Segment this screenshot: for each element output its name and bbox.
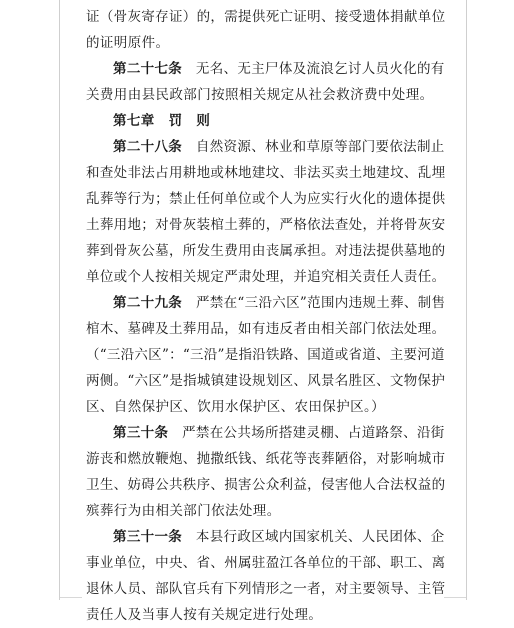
text-line (86, 186, 445, 212)
text-line (86, 134, 445, 160)
text-line (86, 420, 445, 446)
article-number: 第三十条 (113, 425, 169, 441)
footer-mark-right (444, 597, 466, 598)
line-text: 严禁在“三沿六区”范围内违规土葬、制售 (195, 295, 446, 311)
text-line (86, 82, 445, 108)
article-number: 第二十七条 (113, 61, 183, 77)
line-text: 殡葬行为由相关部门依法处理。 (86, 503, 281, 519)
text-line (86, 264, 445, 290)
text-line (86, 160, 445, 186)
text-line (86, 524, 445, 550)
text-line (86, 368, 445, 394)
line-text: 土葬用地；对骨灰装棺土葬的，严格依法查处，并将骨灰安 (86, 217, 446, 233)
article-spacer (182, 529, 196, 545)
line-text: 和查处非法占用耕地或林地建坟、非法买卖土地建坟、乱埋 (86, 165, 446, 181)
text-line (86, 446, 445, 472)
text-line (86, 472, 445, 498)
text-line (86, 30, 445, 56)
line-text: 卫生、妨碍公共秩序、损害公众利益，侵害他人合法权益的 (86, 477, 446, 493)
article-number: 第二十八条 (113, 139, 183, 155)
article-spacer (182, 139, 196, 155)
line-text: 的证明原件。 (86, 35, 170, 51)
line-text: 无名、无主尸体及流浪乞讨人员火化的有 (195, 61, 445, 77)
page-margin-line-left (59, 0, 60, 600)
line-text: 事业单位，中央、省、州属驻盈江各单位的干部、职工、离 (86, 555, 446, 571)
line-text: 单位或个人按相关规定严肃处理，并追究相关责任人责任。 (86, 269, 446, 285)
text-line (86, 342, 445, 368)
text-line (86, 576, 445, 602)
text-line (86, 56, 445, 82)
line-text: 游丧和燃放鞭炮、抛撒纸钱、纸花等丧葬陋俗，对影响城市 (86, 451, 446, 467)
article-spacer (182, 61, 196, 77)
article-spacer (182, 295, 196, 311)
chapter-heading: 第七章 罚 则 (113, 113, 211, 129)
article-spacer (168, 425, 182, 441)
page-margin-line-right (466, 0, 467, 600)
line-text: （“三沿六区”：“三沿”是指沿铁路、国道或省道、主要河道 (86, 347, 445, 363)
document-body (86, 4, 445, 628)
text-line (86, 4, 445, 30)
line-text: 严禁在公共场所搭建灵棚、占道路祭、沿街 (182, 425, 445, 441)
line-text: 乱葬等行为；禁止任何单位或个人为应实行火化的遗体提供 (86, 191, 446, 207)
text-line (86, 602, 445, 628)
text-line (86, 498, 445, 524)
line-text: 棺木、墓碑及土葬用品，如有违反者由相关部门依法处理。 (86, 321, 446, 337)
line-text: 自然资源、林业和草原等部门要依法制止 (195, 139, 445, 155)
line-text: 退休人员、部队官兵有下列情形之一者，对主要领导、主管 (86, 581, 446, 597)
line-text: 两侧。“六区”是指城镇建设规划区、风景名胜区、文物保护 (86, 373, 446, 389)
text-line (86, 316, 445, 342)
line-text: 本县行政区域内国家机关、人民团体、企 (195, 529, 445, 545)
text-line (86, 290, 445, 316)
text-line (86, 212, 445, 238)
line-text: 区、自然保护区、饮用水保护区、农田保护区。） (86, 399, 386, 415)
line-text: 责任人及当事人按有关规定进行处理。 (86, 607, 323, 623)
text-line (86, 238, 445, 264)
article-number: 第三十一条 (113, 529, 183, 545)
line-text: 葬到骨灰公墓，所发生费用由丧属承担。对违法提供墓地的 (86, 243, 446, 259)
line-text: 证（骨灰寄存证）的，需提供死亡证明、接受遗体捐献单位 (86, 9, 446, 25)
footer-mark-left (60, 597, 82, 598)
text-line (86, 394, 445, 420)
text-line (86, 550, 445, 576)
line-text: 关费用由县民政部门按照相关规定从社会救济费中处理。 (86, 87, 434, 103)
article-number: 第二十九条 (113, 295, 183, 311)
